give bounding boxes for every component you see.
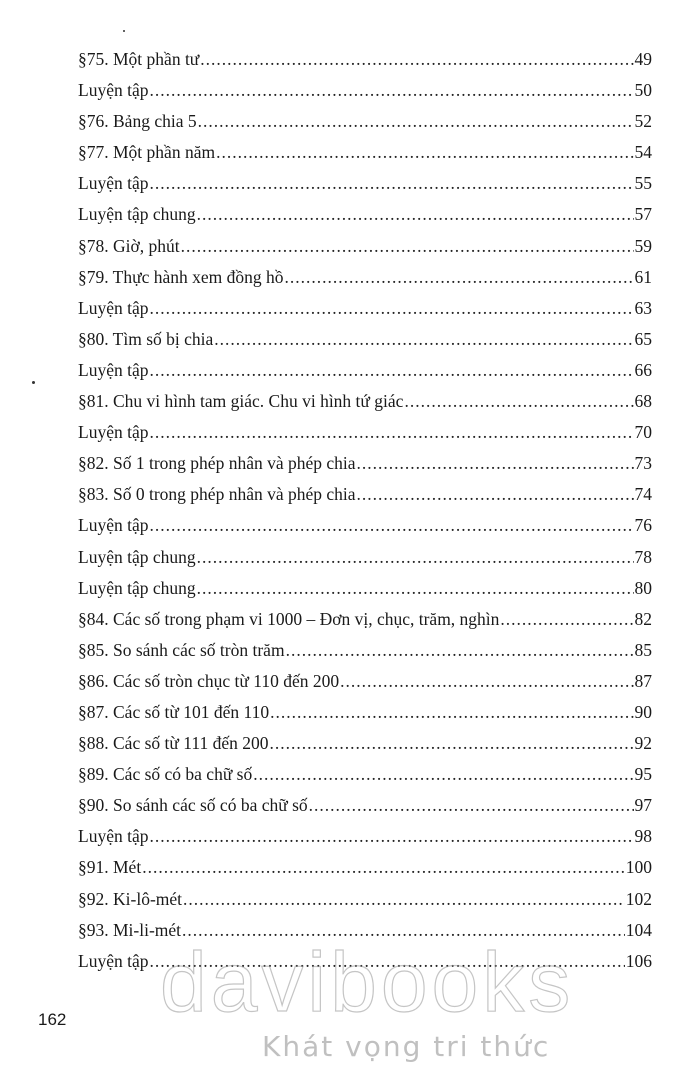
toc-entry-title: §80. Tìm số bị chia xyxy=(78,328,214,349)
toc-entry-title: §92. Ki-lô-mét xyxy=(78,888,183,909)
toc-entry xyxy=(78,884,652,915)
toc-entry-page: 66 xyxy=(634,359,652,380)
dot-leader xyxy=(149,168,633,199)
toc-entry xyxy=(78,417,652,448)
toc-entry-title: §81. Chu vi hình tam giác. Chu vi hình tứ giác xyxy=(78,391,404,412)
toc-entry xyxy=(78,106,652,137)
toc-entry-page: 82 xyxy=(634,608,652,629)
toc-entry-page: 50 xyxy=(634,80,652,101)
toc-entry-title: §82. Số 1 trong phép nhân và phép chia xyxy=(78,453,356,474)
toc-entry xyxy=(78,666,652,697)
toc-entry-page: 97 xyxy=(634,795,652,816)
dot-leader xyxy=(286,635,634,666)
toc-entry-page: 100 xyxy=(625,857,652,878)
toc-entry xyxy=(78,324,652,355)
toc-entry-page: 78 xyxy=(634,546,652,567)
toc-entry xyxy=(78,759,652,790)
toc-entry-title: §83. Số 0 trong phép nhân và phép chia xyxy=(78,484,356,505)
toc-entry-title: §85. So sánh các số tròn trăm xyxy=(78,639,285,660)
toc-entry-title: Luyện tập xyxy=(78,173,149,194)
print-speck xyxy=(123,30,125,32)
toc-entry xyxy=(78,510,652,541)
toc-entry xyxy=(78,168,652,199)
toc-entry-title: Luyện tập xyxy=(78,950,149,971)
dot-leader xyxy=(404,386,633,417)
toc-entry-page: 85 xyxy=(634,639,652,660)
toc-entry-page: 104 xyxy=(625,919,652,940)
toc-entry-page: 106 xyxy=(625,950,652,971)
toc-entry-page: 102 xyxy=(625,888,652,909)
dot-leader xyxy=(253,759,633,790)
toc-entry xyxy=(78,821,652,852)
toc-entry xyxy=(78,355,652,386)
toc-entry xyxy=(78,386,652,417)
dot-leader xyxy=(183,884,625,915)
toc-entry-page: 52 xyxy=(634,111,652,132)
toc-entry xyxy=(78,604,652,635)
toc-entry-title: §93. Mi-li-mét xyxy=(78,919,182,940)
toc-entry-page: 59 xyxy=(634,235,652,256)
dot-leader xyxy=(198,106,634,137)
toc-entry xyxy=(78,728,652,759)
toc-entry xyxy=(78,231,652,262)
dot-leader xyxy=(197,199,634,230)
toc-entry-page: 87 xyxy=(634,670,652,691)
dot-leader xyxy=(200,44,633,75)
dot-leader xyxy=(500,604,633,635)
toc-entry-page: 74 xyxy=(634,484,652,505)
toc-entry xyxy=(78,697,652,728)
toc-entry-title: §77. Một phần năm xyxy=(78,142,216,163)
dot-leader xyxy=(197,573,634,604)
dot-leader xyxy=(216,137,633,168)
toc-entry-title: Luyện tập xyxy=(78,422,149,443)
table-of-contents xyxy=(78,44,652,977)
toc-entry-title: §91. Mét xyxy=(78,857,142,878)
toc-entry-title: §89. Các số có ba chữ số xyxy=(78,764,253,785)
toc-entry xyxy=(78,542,652,573)
toc-entry xyxy=(78,293,652,324)
watermark-tagline: Khát vọng tri thức xyxy=(262,1030,551,1063)
toc-entry xyxy=(78,635,652,666)
toc-entry-title: Luyện tập xyxy=(78,80,149,101)
toc-entry-page: 65 xyxy=(634,328,652,349)
toc-entry xyxy=(78,573,652,604)
dot-leader xyxy=(269,728,633,759)
dot-leader xyxy=(357,479,634,510)
dot-leader xyxy=(181,231,634,262)
toc-entry-title: Luyện tập chung xyxy=(78,546,196,567)
toc-entry-title: §76. Bảng chia 5 xyxy=(78,111,197,132)
dot-leader xyxy=(309,790,634,821)
toc-entry-page: 80 xyxy=(634,577,652,598)
dot-leader xyxy=(149,821,633,852)
dot-leader xyxy=(149,293,633,324)
toc-entry xyxy=(78,75,652,106)
toc-entry xyxy=(78,790,652,821)
toc-entry-title: §86. Các số tròn chục từ 110 đến 200 xyxy=(78,670,340,691)
dot-leader xyxy=(285,262,634,293)
toc-entry-page: 90 xyxy=(634,701,652,722)
page-number: 162 xyxy=(38,1010,67,1029)
toc-entry-page: 55 xyxy=(634,173,652,194)
toc-entry xyxy=(78,448,652,479)
dot-leader xyxy=(197,542,634,573)
dot-leader xyxy=(149,75,633,106)
toc-entry-title: Luyện tập xyxy=(78,515,149,536)
toc-entry-page: 98 xyxy=(634,826,652,847)
toc-entry-page: 76 xyxy=(634,515,652,536)
toc-entry xyxy=(78,479,652,510)
toc-entry-page: 57 xyxy=(634,204,652,225)
toc-entry-title: Luyện tập chung xyxy=(78,204,196,225)
toc-entry-page: 49 xyxy=(634,49,652,69)
toc-entry-title: Luyện tập xyxy=(78,826,149,847)
dot-leader xyxy=(149,355,633,386)
dot-leader xyxy=(214,324,633,355)
toc-entry-page: 68 xyxy=(634,391,652,412)
dot-leader xyxy=(149,417,633,448)
toc-entry-title: §75. Một phần tư xyxy=(78,49,200,69)
toc-entry-page: 54 xyxy=(634,142,652,163)
toc-entry-page: 73 xyxy=(634,453,652,474)
toc-entry-title: Luyện tập chung xyxy=(78,577,196,598)
toc-entry xyxy=(78,137,652,168)
toc-entry-page: 70 xyxy=(634,422,652,443)
toc-entry-title: §78. Giờ, phút xyxy=(78,235,180,256)
toc-entry-page: 61 xyxy=(634,266,652,287)
print-speck xyxy=(32,381,35,384)
toc-entry-page: 63 xyxy=(634,297,652,318)
toc-entry-page: 95 xyxy=(634,764,652,785)
toc-entry xyxy=(78,852,652,883)
toc-entry-title: Luyện tập xyxy=(78,297,149,318)
toc-entry-title: §87. Các số từ 101 đến 110 xyxy=(78,701,270,722)
dot-leader xyxy=(357,448,634,479)
toc-entry-title: §90. So sánh các số có ba chữ số xyxy=(78,795,308,816)
toc-entry-title: §79. Thực hành xem đồng hồ xyxy=(78,266,284,287)
toc-entry xyxy=(78,262,652,293)
toc-entry xyxy=(78,44,652,75)
toc-entry xyxy=(78,199,652,230)
toc-entry-page: 92 xyxy=(634,733,652,754)
dot-leader xyxy=(149,510,633,541)
watermark-logo: davibooks xyxy=(160,935,575,1029)
toc-entry-title: §84. Các số trong phạm vi 1000 – Đơn vị, chục, trăm, nghìn xyxy=(78,608,500,629)
dot-leader xyxy=(142,852,625,883)
dot-leader xyxy=(340,666,633,697)
toc-entry-title: §88. Các số từ 111 đến 200 xyxy=(78,733,269,754)
toc-entry-title: Luyện tập xyxy=(78,359,149,380)
dot-leader xyxy=(270,697,633,728)
